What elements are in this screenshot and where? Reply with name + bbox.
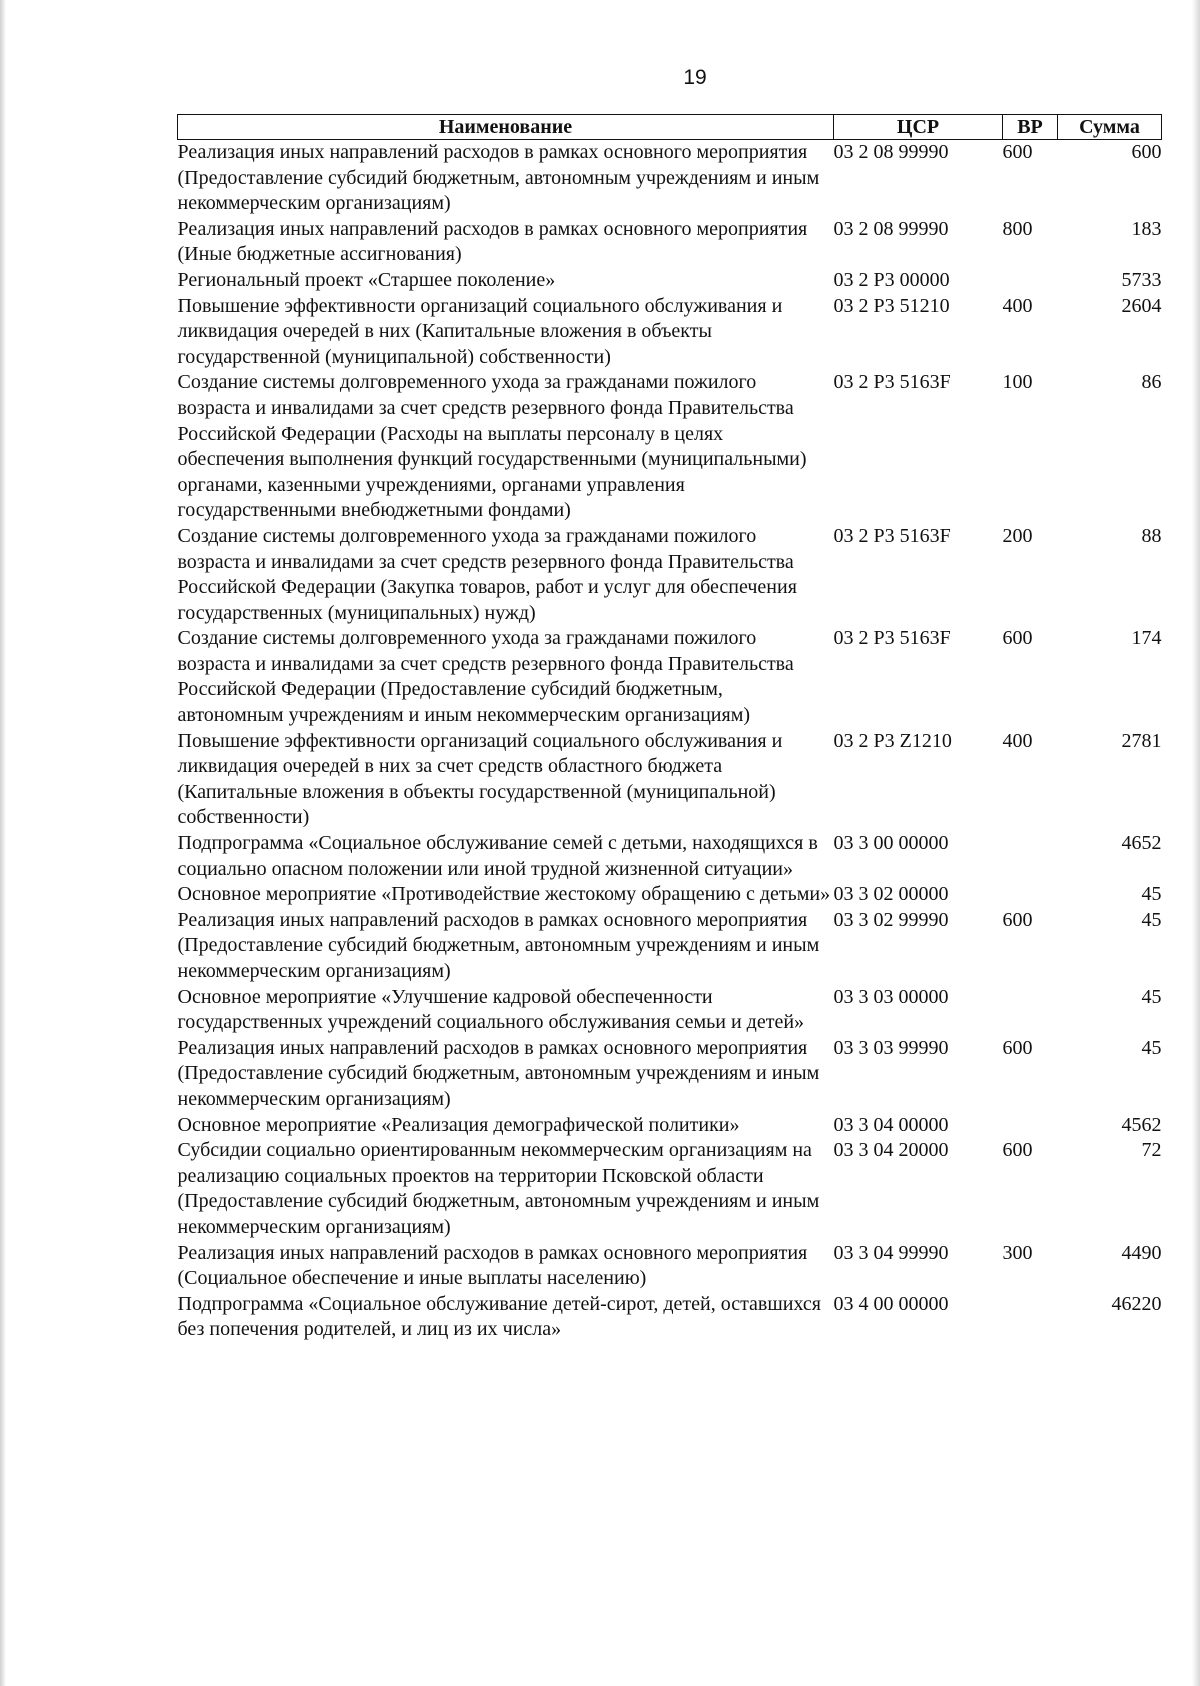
- row-csr-code: 03 3 03 99990: [833, 1036, 949, 1059]
- row-sum: 2604: [1121, 294, 1162, 317]
- row-name: Основное мероприятие «Улучшение кадровой обеспеченности государственных учреждений социального обслуживания семьи и детей»: [177, 985, 805, 1034]
- table-row: [178, 140, 1162, 217]
- table-row: [178, 370, 1162, 524]
- row-sum: 2781: [1121, 729, 1162, 752]
- row-csr-code: 03 2 08 99990: [833, 141, 949, 163]
- row-sum: 4490: [1121, 1241, 1162, 1264]
- table-row: [178, 1241, 1162, 1292]
- row-csr-code: 03 2 P3 5163F: [833, 524, 951, 547]
- row-vr-code: 600: [1002, 908, 1033, 931]
- row-name: Подпрограмма «Социальное обслуживание детей-сирот, детей, оставшихся без попечения родителей, и лиц из их числа»: [177, 1292, 821, 1341]
- table-row: [178, 985, 1162, 1036]
- row-sum: 4652: [1121, 832, 1162, 855]
- row-sum: 86: [1141, 371, 1162, 394]
- table-body: [178, 140, 1162, 1343]
- table-row: [178, 268, 1162, 294]
- row-csr-code: 03 3 04 99990: [833, 1241, 949, 1264]
- table-header-row: [178, 115, 1162, 140]
- row-sum: 5733: [1121, 268, 1162, 291]
- table-row: [178, 217, 1162, 268]
- row-csr-code: 03 2 P3 Z1210: [833, 729, 952, 752]
- budget-table: [177, 114, 1162, 1343]
- row-csr-code: 03 3 04 00000: [833, 1113, 949, 1136]
- table-row: [178, 831, 1162, 882]
- row-vr-code: 100: [1002, 371, 1033, 394]
- row-vr-code: [1003, 831, 1058, 882]
- header-sum: Сумма: [1058, 115, 1162, 140]
- row-name: Реализация иных направлений расходов в рамках основного мероприятия (Предоставление субсидий бюджетным, автономным учреждениям и иным некоммерческим организациям): [177, 1036, 820, 1110]
- row-csr-code: 03 3 02 99990: [833, 908, 949, 931]
- row-name: Реализация иных направлений расходов в рамках основного мероприятия (Предоставление субсидий бюджетным, автономным учреждениям и иным некоммерческим организациям): [177, 141, 820, 215]
- row-vr-code: [1003, 268, 1058, 294]
- row-sum: 183: [1131, 217, 1162, 240]
- row-sum: 45: [1141, 883, 1162, 906]
- row-name: Повышение эффективности организаций социального обслуживания и ликвидация очередей в них (Капитальные вложения в объекты государственной (муниципальной) собственности): [177, 294, 783, 368]
- row-name: Создание системы долговременного ухода за гражданами пожилого возраста и инвалидами за счет средств резервного фонда Правительства Российской Федерации (Закупка товаров, работ и услуг для обеспечения государственных (муниципальных) нужд): [177, 524, 797, 624]
- row-csr-code: 03 3 04 20000: [833, 1139, 949, 1162]
- row-vr-code: 800: [1002, 217, 1033, 240]
- table-row: [178, 626, 1162, 728]
- row-sum: 45: [1141, 908, 1162, 931]
- row-vr-code: [1003, 985, 1058, 1036]
- row-name: Подпрограмма «Социальное обслуживание семей с детьми, находящихся в социально опасном положении или иной трудной жизненной ситуации»: [177, 832, 818, 880]
- row-csr-code: 03 2 P3 5163F: [833, 371, 951, 394]
- row-csr-code: 03 3 03 00000: [833, 985, 949, 1008]
- row-csr-code: 03 2 P3 00000: [833, 268, 950, 291]
- row-sum: 600: [1131, 141, 1162, 163]
- row-vr-code: [1003, 882, 1058, 908]
- table-row: [178, 1138, 1162, 1240]
- row-vr-code: [1003, 1113, 1058, 1139]
- row-vr-code: 600: [1002, 627, 1033, 650]
- row-vr-code: 600: [1002, 1139, 1033, 1162]
- table-row: [178, 294, 1162, 371]
- row-csr-code: 03 2 08 99990: [833, 217, 949, 240]
- row-csr-code: 03 3 02 00000: [833, 883, 949, 906]
- row-name: Субсидии социально ориентированным некоммерческим организациям на реализацию социальных проектов на территории Псковской области (Предоставление субсидий бюджетным, автономным учреждениям и иным некоммерческим организациям): [177, 1139, 820, 1238]
- row-csr-code: 03 3 00 00000: [833, 832, 949, 855]
- row-vr-code: 600: [1002, 1036, 1033, 1059]
- row-name: Реализация иных направлений расходов в рамках основного мероприятия (Социальное обеспечение и иные выплаты населению): [177, 1241, 808, 1290]
- row-vr-code: 600: [1002, 141, 1033, 163]
- table-row: [178, 1113, 1162, 1139]
- table-row: [178, 524, 1162, 626]
- row-sum: 45: [1141, 985, 1162, 1008]
- scan-edge-left: [0, 0, 6, 1686]
- table-row: [178, 908, 1162, 985]
- row-name: Создание системы долговременного ухода за гражданами пожилого возраста и инвалидами за счет средств резервного фонда Правительства Российской Федерации (Расходы на выплаты персоналу в целях обеспечения выполнения функций государственными (муниципальными) органами, казенными учреждениями, органами управления государственными внебюджетными фондами): [177, 371, 807, 522]
- row-csr-code: 03 4 00 00000: [833, 1292, 949, 1315]
- row-name: Реализация иных направлений расходов в рамках основного мероприятия (Иные бюджетные ассигнования): [177, 217, 808, 266]
- row-name: Повышение эффективности организаций социального обслуживания и ликвидация очередей в них за счет средств областного бюджета (Капитальные вложения в объекты государственной (муниципальной) собственности): [177, 729, 783, 829]
- header-name: Наименование: [178, 115, 834, 140]
- row-sum: 4562: [1121, 1113, 1162, 1136]
- row-name: Региональный проект «Старшее поколение»: [177, 268, 556, 291]
- row-vr-code: 400: [1002, 294, 1033, 317]
- row-name: Основное мероприятие «Противодействие жестокому обращению с детьми»: [177, 883, 831, 906]
- row-csr-code: 03 2 P3 51210: [833, 294, 950, 317]
- header-vr: ВР: [1003, 115, 1058, 140]
- row-sum: 72: [1141, 1139, 1162, 1162]
- row-vr-code: [1003, 1292, 1058, 1343]
- row-sum: 174: [1131, 627, 1162, 650]
- table-row: [178, 1292, 1162, 1343]
- row-sum: 88: [1141, 524, 1162, 547]
- row-sum: 46220: [1111, 1292, 1162, 1315]
- table-row: [178, 729, 1162, 831]
- row-sum: 45: [1141, 1036, 1162, 1059]
- row-name: Реализация иных направлений расходов в рамках основного мероприятия (Предоставление субсидий бюджетным, автономным учреждениям и иным некоммерческим организациям): [177, 908, 820, 982]
- row-vr-code: 200: [1002, 524, 1033, 547]
- table-row: [178, 1036, 1162, 1113]
- row-vr-code: 300: [1002, 1241, 1033, 1264]
- table-row: [178, 882, 1162, 908]
- header-csr: ЦСР: [834, 115, 1003, 140]
- row-name: Основное мероприятие «Реализация демографической политики»: [177, 1113, 740, 1136]
- row-vr-code: 400: [1002, 729, 1033, 752]
- page-number: 19: [683, 66, 707, 89]
- row-csr-code: 03 2 P3 5163F: [833, 627, 951, 650]
- scan-edge-right: [1192, 0, 1200, 1686]
- row-name: Создание системы долговременного ухода за гражданами пожилого возраста и инвалидами за счет средств резервного фонда Правительства Российской Федерации (Предоставление субсидий бюджетным, автономным учреждениям и иным некоммерческим организациям): [177, 627, 794, 727]
